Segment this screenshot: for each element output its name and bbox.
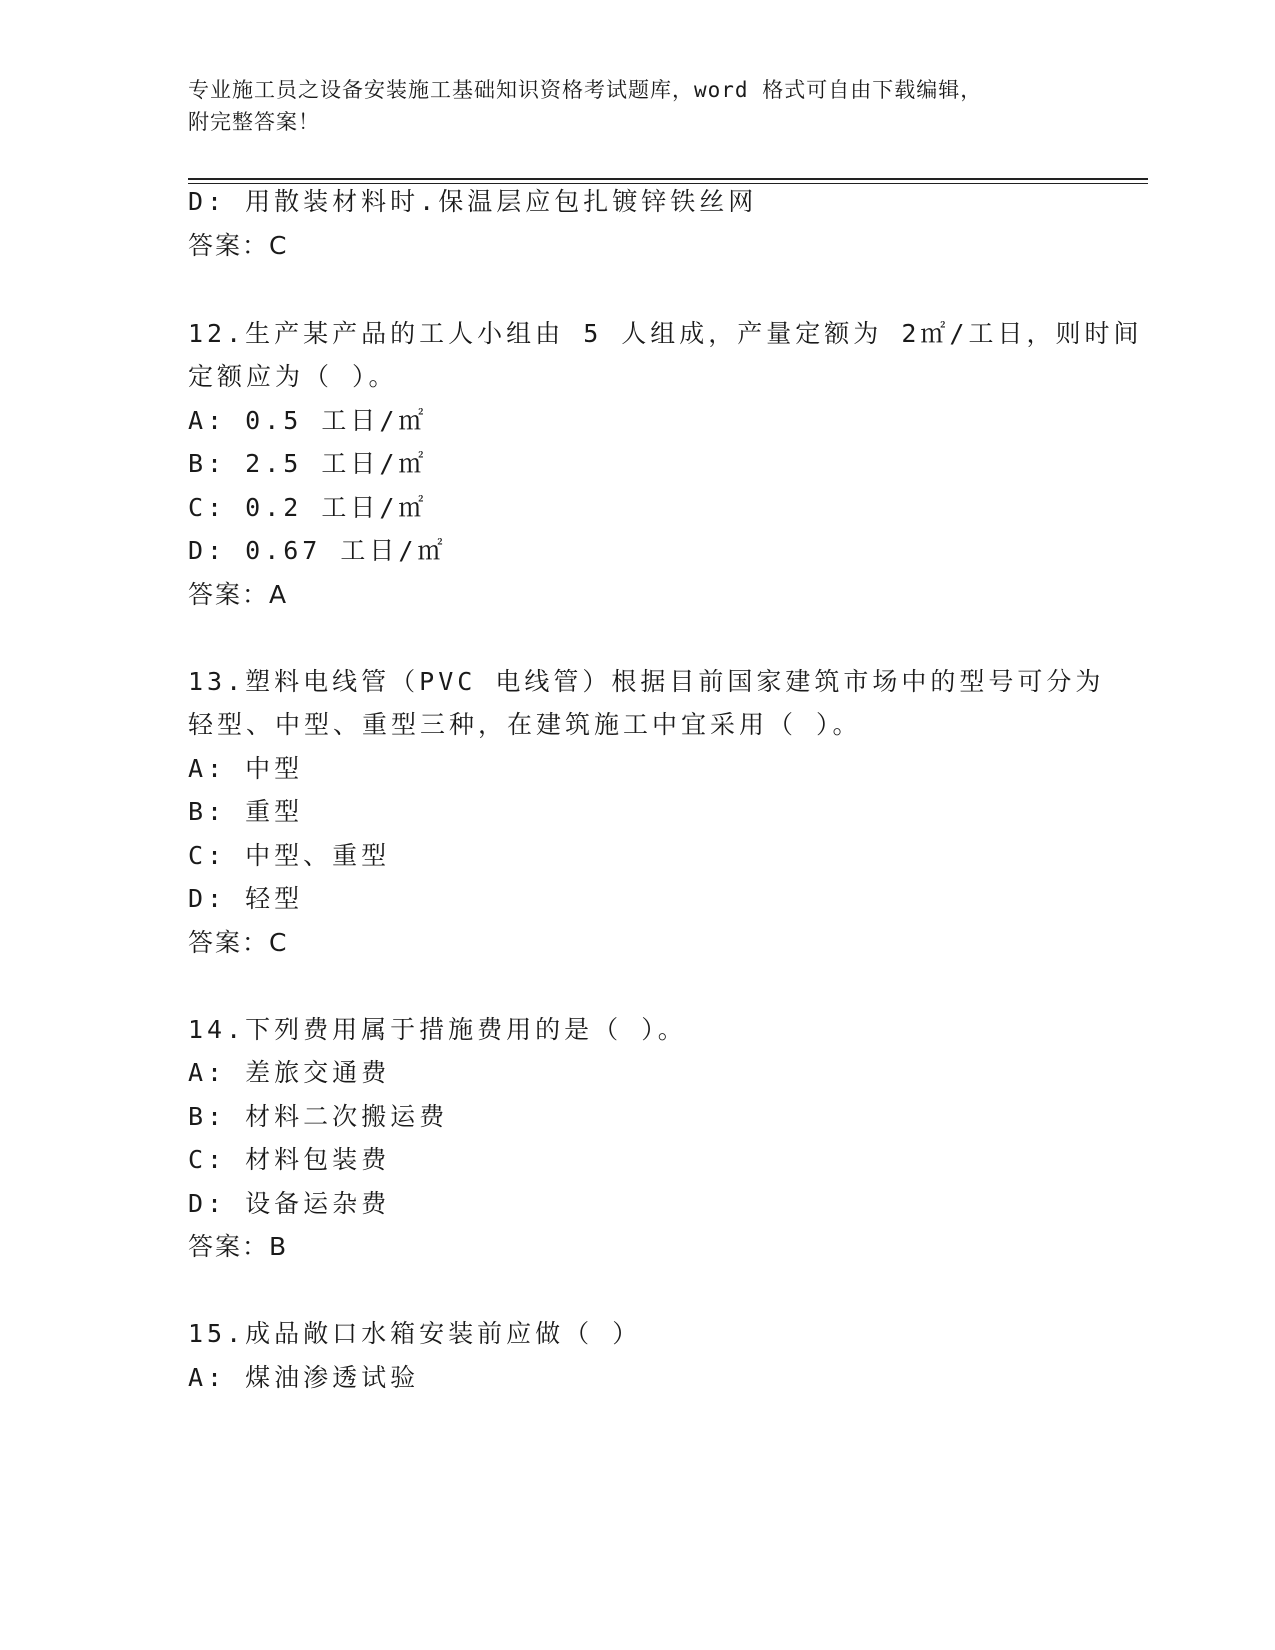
- q13-stem-line-1: 13.塑料电线管（PVC 电线管）根据目前国家建筑市场中的型号可分为: [188, 667, 1105, 696]
- q13-option-c: C: 中型、重型: [188, 841, 391, 870]
- q14-option-a: A: 差旅交通费: [188, 1058, 391, 1087]
- q12-option-a: A: 0.5 工日/㎡: [188, 406, 428, 435]
- q14-option-c: C: 材料包装费: [188, 1145, 391, 1174]
- q12-stem-line-1: 12.生产某产品的工人小组由 5 人组成，产量定额为 2㎡/工日，则时间: [188, 319, 1143, 348]
- q14-option-d: D: 设备运杂费: [188, 1189, 391, 1218]
- q12-option-b: B: 2.5 工日/㎡: [188, 449, 428, 478]
- prev-option-d: D: 用散装材料时.保温层应包扎镀锌铁丝网: [188, 187, 758, 216]
- header-line-2: 附完整答案！: [188, 110, 320, 134]
- q13-stem-line-2: 轻型、中型、重型三种，在建筑施工中宜采用（ ）。: [188, 710, 862, 739]
- q15-stem-line-1: 15.成品敞口水箱安装前应做（ ）: [188, 1319, 642, 1348]
- q12-stem-line-2: 定额应为（ ）。: [188, 362, 398, 391]
- header-line-1: 专业施工员之设备安装施工基础知识资格考试题库，word 格式可自由下载编辑，: [188, 78, 983, 102]
- q15-option-a: A: 煤油渗透试验: [188, 1363, 420, 1392]
- q12-option-d: D: 0.67 工日/㎡: [188, 536, 447, 565]
- q14-option-b: B: 材料二次搬运费: [188, 1102, 449, 1131]
- q14-stem-line-1: 14.下列费用属于措施费用的是（ ）。: [188, 1015, 687, 1044]
- q12-answer: 答案：A: [188, 580, 289, 609]
- prev-answer: 答案：C: [188, 231, 289, 260]
- document-header: [188, 74, 1088, 138]
- q14-answer: 答案：B: [188, 1232, 289, 1261]
- q13-option-b: B: 重型: [188, 797, 304, 826]
- q13-answer: 答案：C: [188, 928, 289, 957]
- q13-option-d: D: 轻型: [188, 884, 304, 913]
- q13-option-a: A: 中型: [188, 754, 304, 783]
- header-divider-thick: [188, 178, 1148, 180]
- q12-option-c: C: 0.2 工日/㎡: [188, 493, 428, 522]
